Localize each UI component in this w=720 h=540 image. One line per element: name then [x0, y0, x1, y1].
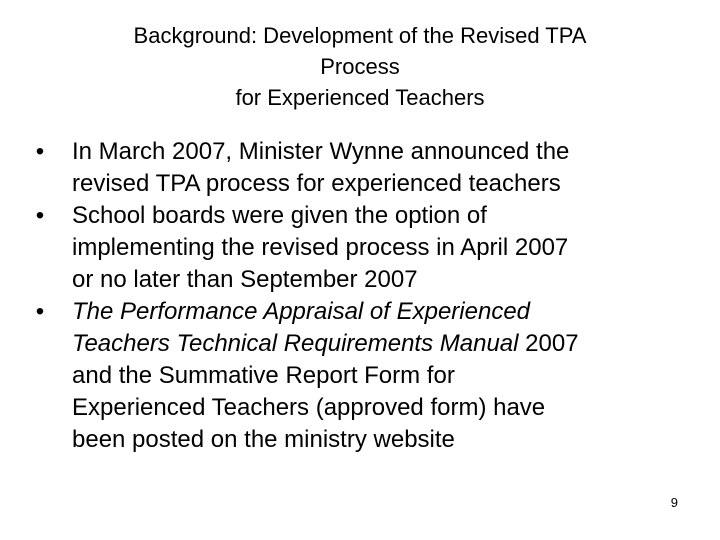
bullet-line: implementing the revised process in April 2007: [72, 234, 569, 261]
bullet-line: In March 2007, Minister Wynne announced the: [72, 138, 570, 165]
bullet-line: [72, 328, 700, 360]
page-number: 9: [670, 495, 678, 510]
bullet-icon: •: [35, 138, 45, 165]
bullet-item: [30, 296, 700, 456]
bullet-item: [30, 136, 700, 200]
bullet-icon: •: [35, 202, 45, 229]
manual-title-line: The Performance Appraisal of Experienced: [72, 298, 531, 325]
bullet-list: [30, 136, 700, 456]
slide-title: [60, 20, 660, 113]
bullet-icon: •: [35, 298, 45, 325]
bullet-line: School boards were given the option of: [72, 202, 487, 229]
bullet-line: or no later than September 2007: [72, 266, 418, 293]
title-line: for Experienced Teachers: [235, 85, 485, 110]
manual-year: 2007: [518, 330, 579, 357]
bullet-line: Experienced Teachers (approved form) have: [72, 394, 546, 421]
title-line: Process: [320, 54, 400, 79]
manual-title-line: Teachers Technical Requirements Manual: [72, 330, 519, 357]
title-line: Background: Development of the Revised TPA: [133, 23, 587, 48]
bullet-line: been posted on the ministry website: [72, 426, 455, 453]
bullet-line: revised TPA process for experienced teachers: [72, 170, 561, 197]
bullet-line: and the Summative Report Form for: [72, 362, 455, 389]
bullet-item: [30, 200, 700, 296]
